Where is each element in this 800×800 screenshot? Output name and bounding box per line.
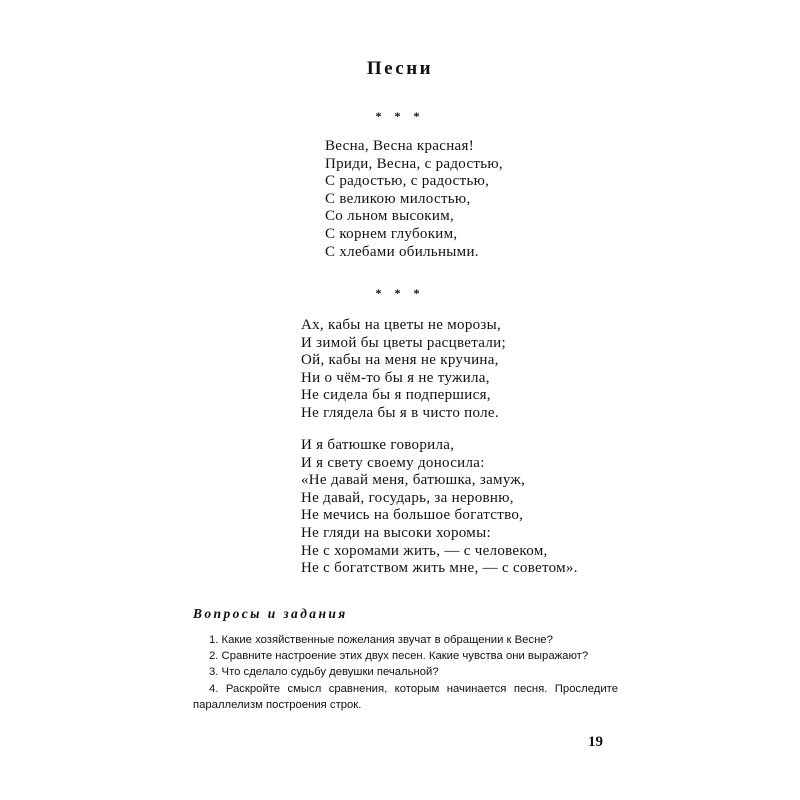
page-number: 19 [588, 734, 603, 750]
verse-line: Ах, кабы на цветы не морозы, [301, 317, 502, 333]
verse-line: Не гляди на высоки хоромы: [301, 524, 491, 541]
song-2-stanza-2 [301, 437, 578, 578]
question-item: 4. Раскройте смысл сравнения, которым начинается песня. Проследите параллелизм построения строк. [193, 682, 618, 711]
verse-line: Не давай, государь, за неровню, [301, 489, 514, 506]
question-item: 1. Какие хозяйственные пожелания звучат в обращении к Весне? [209, 634, 553, 646]
questions-heading: Вопросы и задания [193, 606, 348, 621]
separator-stars-1: * * * [375, 109, 425, 123]
separator-stars-2: * * * [375, 286, 425, 300]
verse-line: Не мечись на большое богатство, [301, 507, 524, 524]
verse-line: И я батюшке говорила, [301, 437, 455, 453]
verse-line: Весна, Весна красная! [325, 138, 474, 154]
song-2-stanza-1 [301, 317, 506, 423]
verse-line: С великою милостью, [325, 190, 471, 207]
verse-line: С хлебами обильными. [325, 243, 479, 260]
song-1-verse [325, 138, 503, 261]
verse-line: Не с богатством жить мне, — с советом». [301, 560, 578, 577]
page-title: Песни [366, 58, 434, 79]
verse-line: С корнем глубоким, [325, 225, 458, 242]
verse-line: Приди, Весна, с радостью, [325, 155, 503, 172]
verse-line: И я свету своему доносила: [301, 454, 485, 471]
question-item: 2. Сравните настроение этих двух песен. Какие чувства они выражают? [209, 650, 589, 663]
verse-line: Не с хоромами жить, — с человеком, [301, 542, 548, 559]
verse-line: И зимой бы цветы расцветали; [301, 334, 506, 351]
verse-line: С радостью, с радостью, [325, 173, 490, 190]
verse-line: «Не давай меня, батюшка, замуж, [301, 472, 526, 489]
verse-line: Со льном высоким, [325, 208, 455, 225]
verse-line: Ни о чём-то бы я не тужила, [301, 369, 490, 386]
verse-line: Не сидела бы я подпершися, [301, 387, 491, 404]
questions-list [193, 632, 618, 713]
verse-line: Не глядела бы я в чисто поле. [301, 404, 499, 421]
question-item: 3. Что сделало судьбу девушки печальной? [209, 666, 439, 679]
verse-line: Ой, кабы на меня не кручина, [301, 352, 499, 369]
